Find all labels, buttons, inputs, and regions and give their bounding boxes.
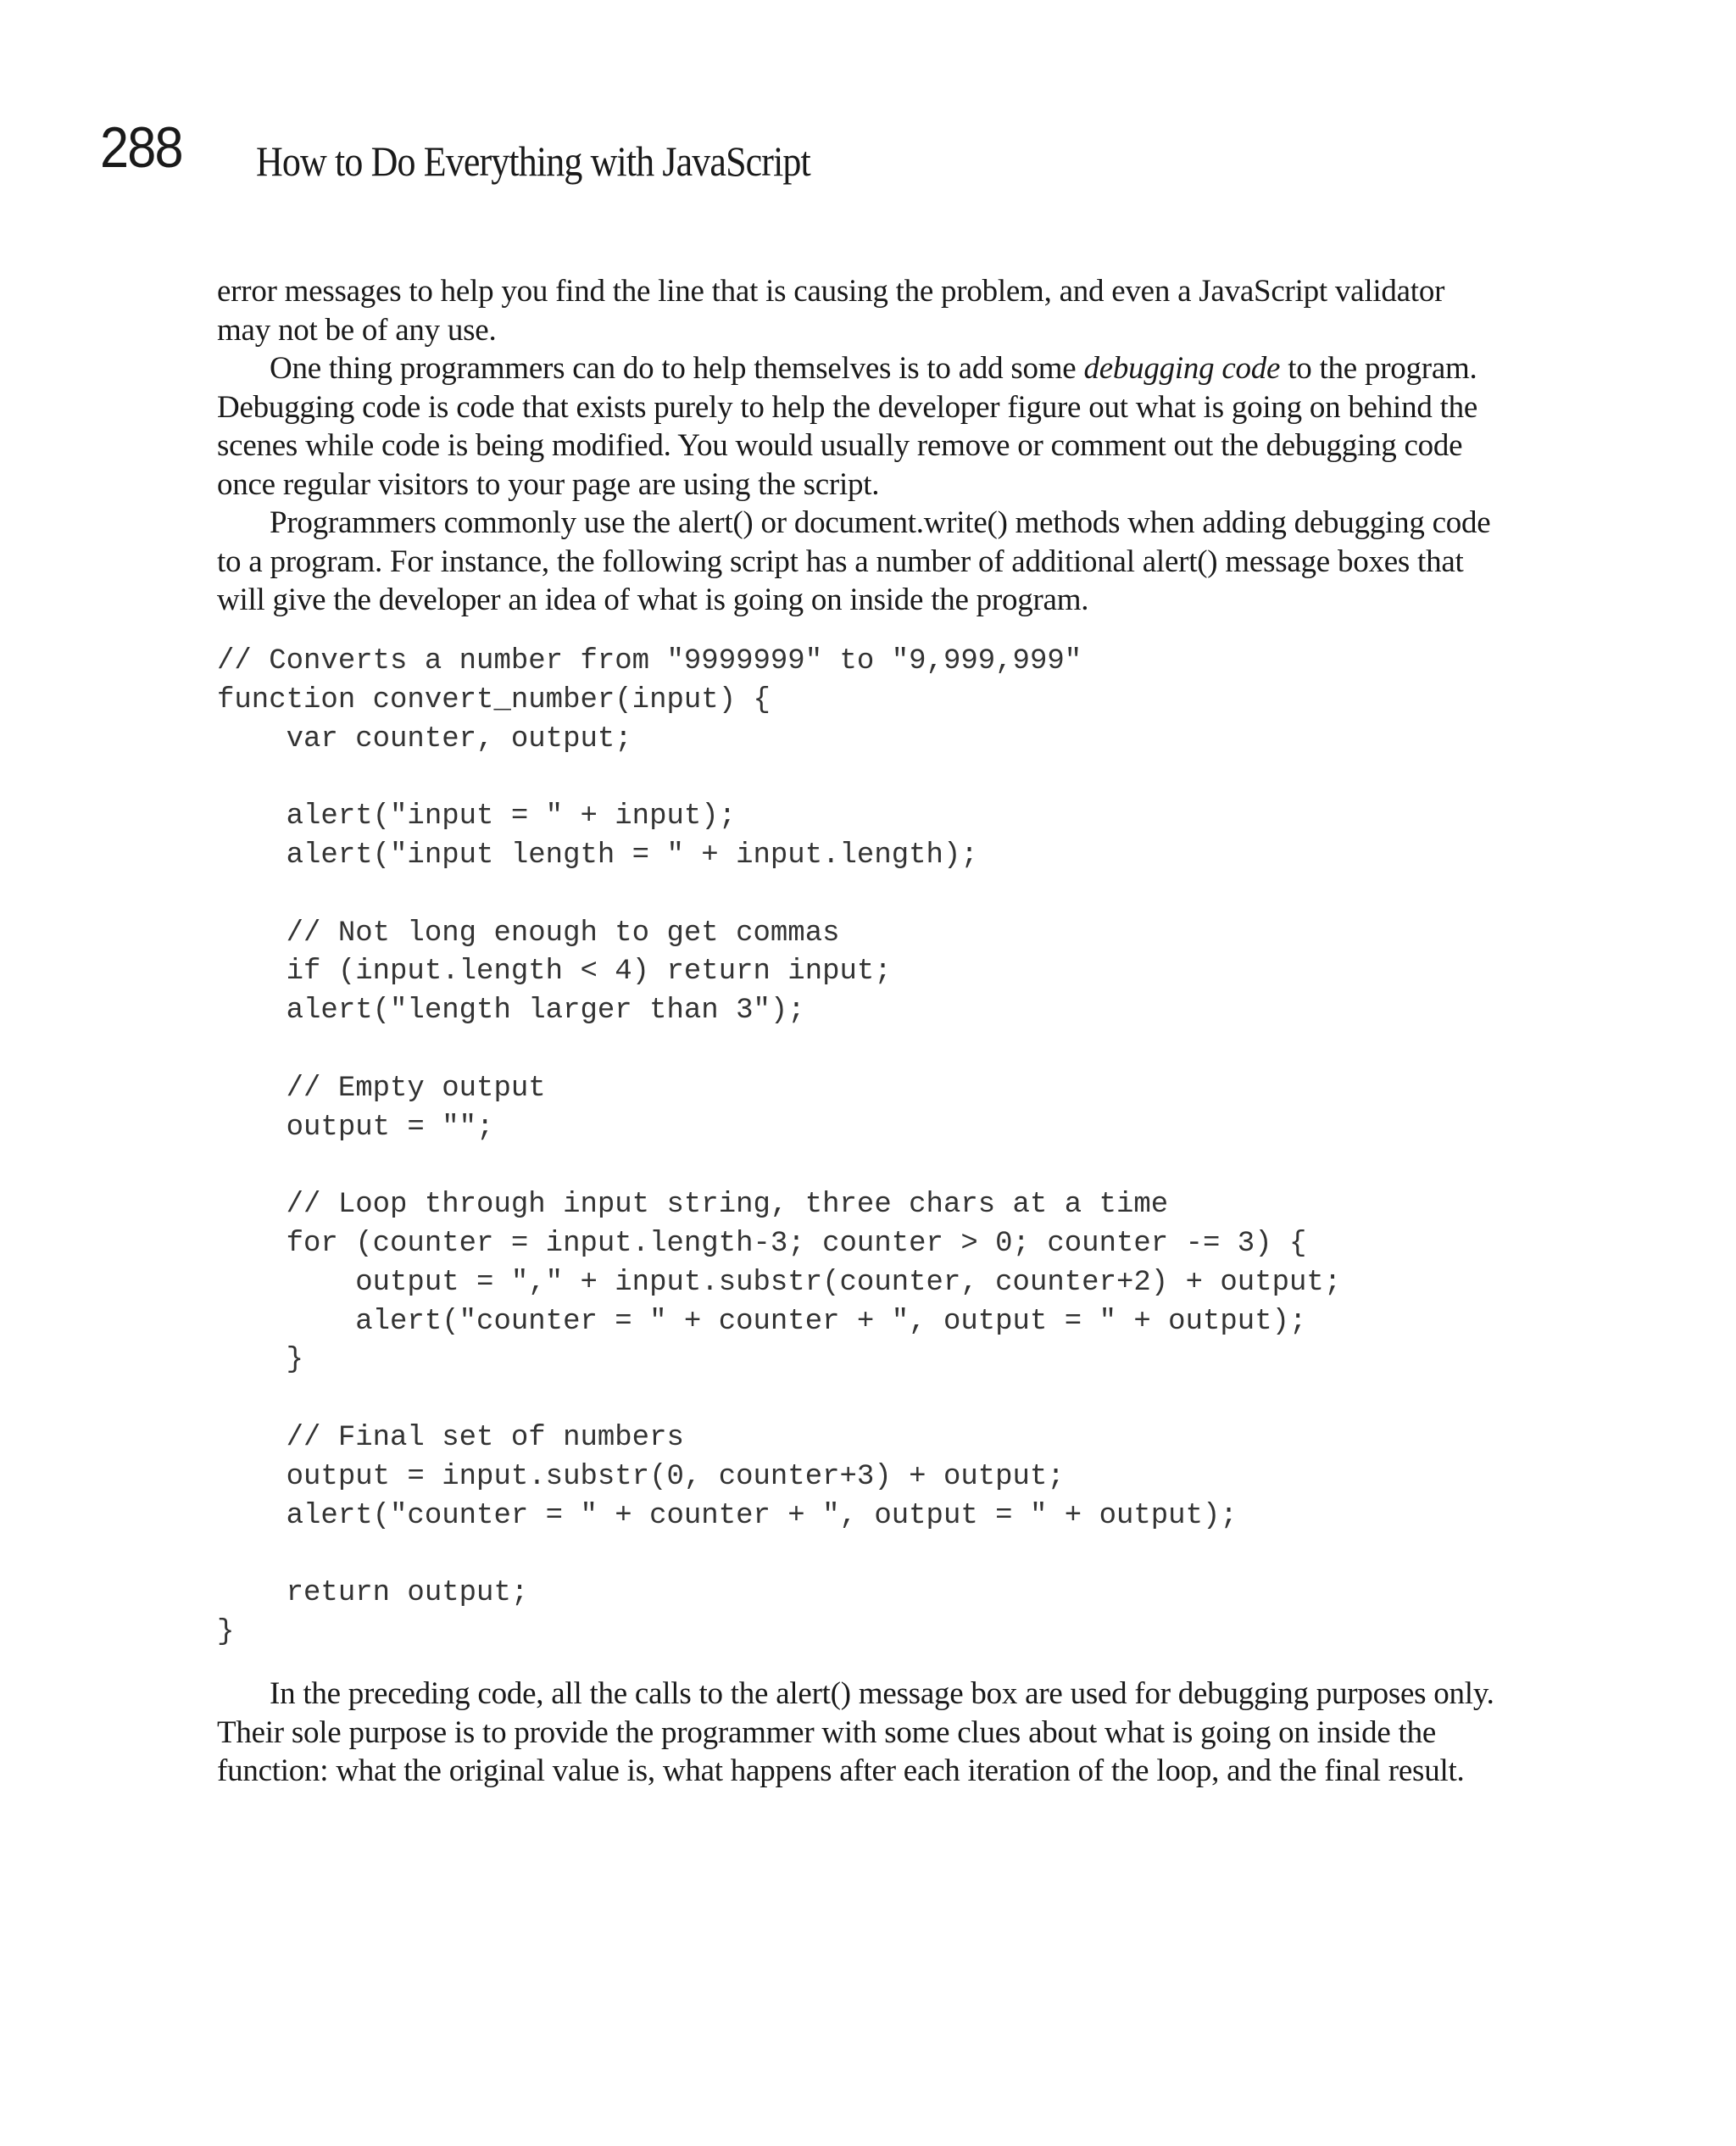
code-line: function convert_number(input) { (217, 683, 771, 716)
code-line (217, 1536, 1341, 1575)
paragraph (217, 349, 1497, 504)
code-listing (217, 643, 1341, 1653)
page-number: 288 (100, 115, 182, 180)
code-line (217, 1380, 1341, 1419)
code-line (217, 1031, 1341, 1070)
code-line: alert("input length = " + input.length); (217, 839, 978, 872)
code-line: if (input.length < 4) return input; (217, 956, 892, 989)
code-line: alert("counter = " + counter + ", output = " + output); (217, 1305, 1307, 1338)
code-line: for (counter = input.length-3; counter > 0; counter -= 3) { (217, 1227, 1307, 1260)
code-line: } (217, 1344, 304, 1377)
code-line: // Not long enough to get commas (217, 917, 840, 950)
closing-text (217, 1675, 1497, 1791)
paragraph: error messages to help you find the line that is causing the problem, and even a JavaScript validator may not be of any use. (217, 274, 1445, 348)
code-line: // Empty output (217, 1072, 546, 1105)
code-line: var counter, output; (217, 722, 632, 755)
code-line: // Loop through input string, three chars at a time (217, 1189, 1169, 1222)
code-line: // Final set of numbers (217, 1421, 684, 1454)
code-line: } (217, 1615, 235, 1648)
code-line: output = "," + input.substr(counter, counter+2) + output; (217, 1266, 1342, 1299)
code-line (217, 1147, 1341, 1186)
code-line: alert("input = " + input); (217, 800, 737, 833)
code-line: // Converts a number from "9999999" to "9,999,999" (217, 645, 1082, 677)
code-line: output = input.substr(0, counter+3) + output; (217, 1460, 1065, 1493)
emphasized-term: debugging code (1083, 351, 1281, 386)
code-line (217, 876, 1341, 915)
paragraph-text: to the program. Debugging code is code that exists purely to help the developer figure out what is going on behind the scenes while code is being modified. You would usually remove or comment out the debugging code once regular visitors to your page are using the script. (217, 351, 1478, 502)
paragraph: Programmers commonly use the alert() or document.write() methods when adding debugging code to a program. For instance, the following script has a number of additional alert() message boxes that will give the developer an idea of what is going on inside the program. (217, 505, 1491, 617)
code-line (217, 759, 1341, 798)
paragraph: In the preceding code, all the calls to the alert() message box are used for debugging purposes only. Their sole purpose is to provide the programmer with some clues about what is going on inside the function: what the original value is, what happens after each iteration of the loop, and the final result. (217, 1676, 1494, 1788)
code-line: output = ""; (217, 1111, 494, 1144)
code-line: alert("length larger than 3"); (217, 995, 805, 1028)
code-line: alert("counter = " + counter + ", output = " + output); (217, 1499, 1238, 1532)
running-title: How to Do Everything with JavaScript (256, 137, 810, 185)
code-line: return output; (217, 1577, 529, 1610)
paragraph-text: One thing programmers can do to help themselves is to add some (270, 351, 1084, 386)
intro-text (217, 272, 1497, 620)
